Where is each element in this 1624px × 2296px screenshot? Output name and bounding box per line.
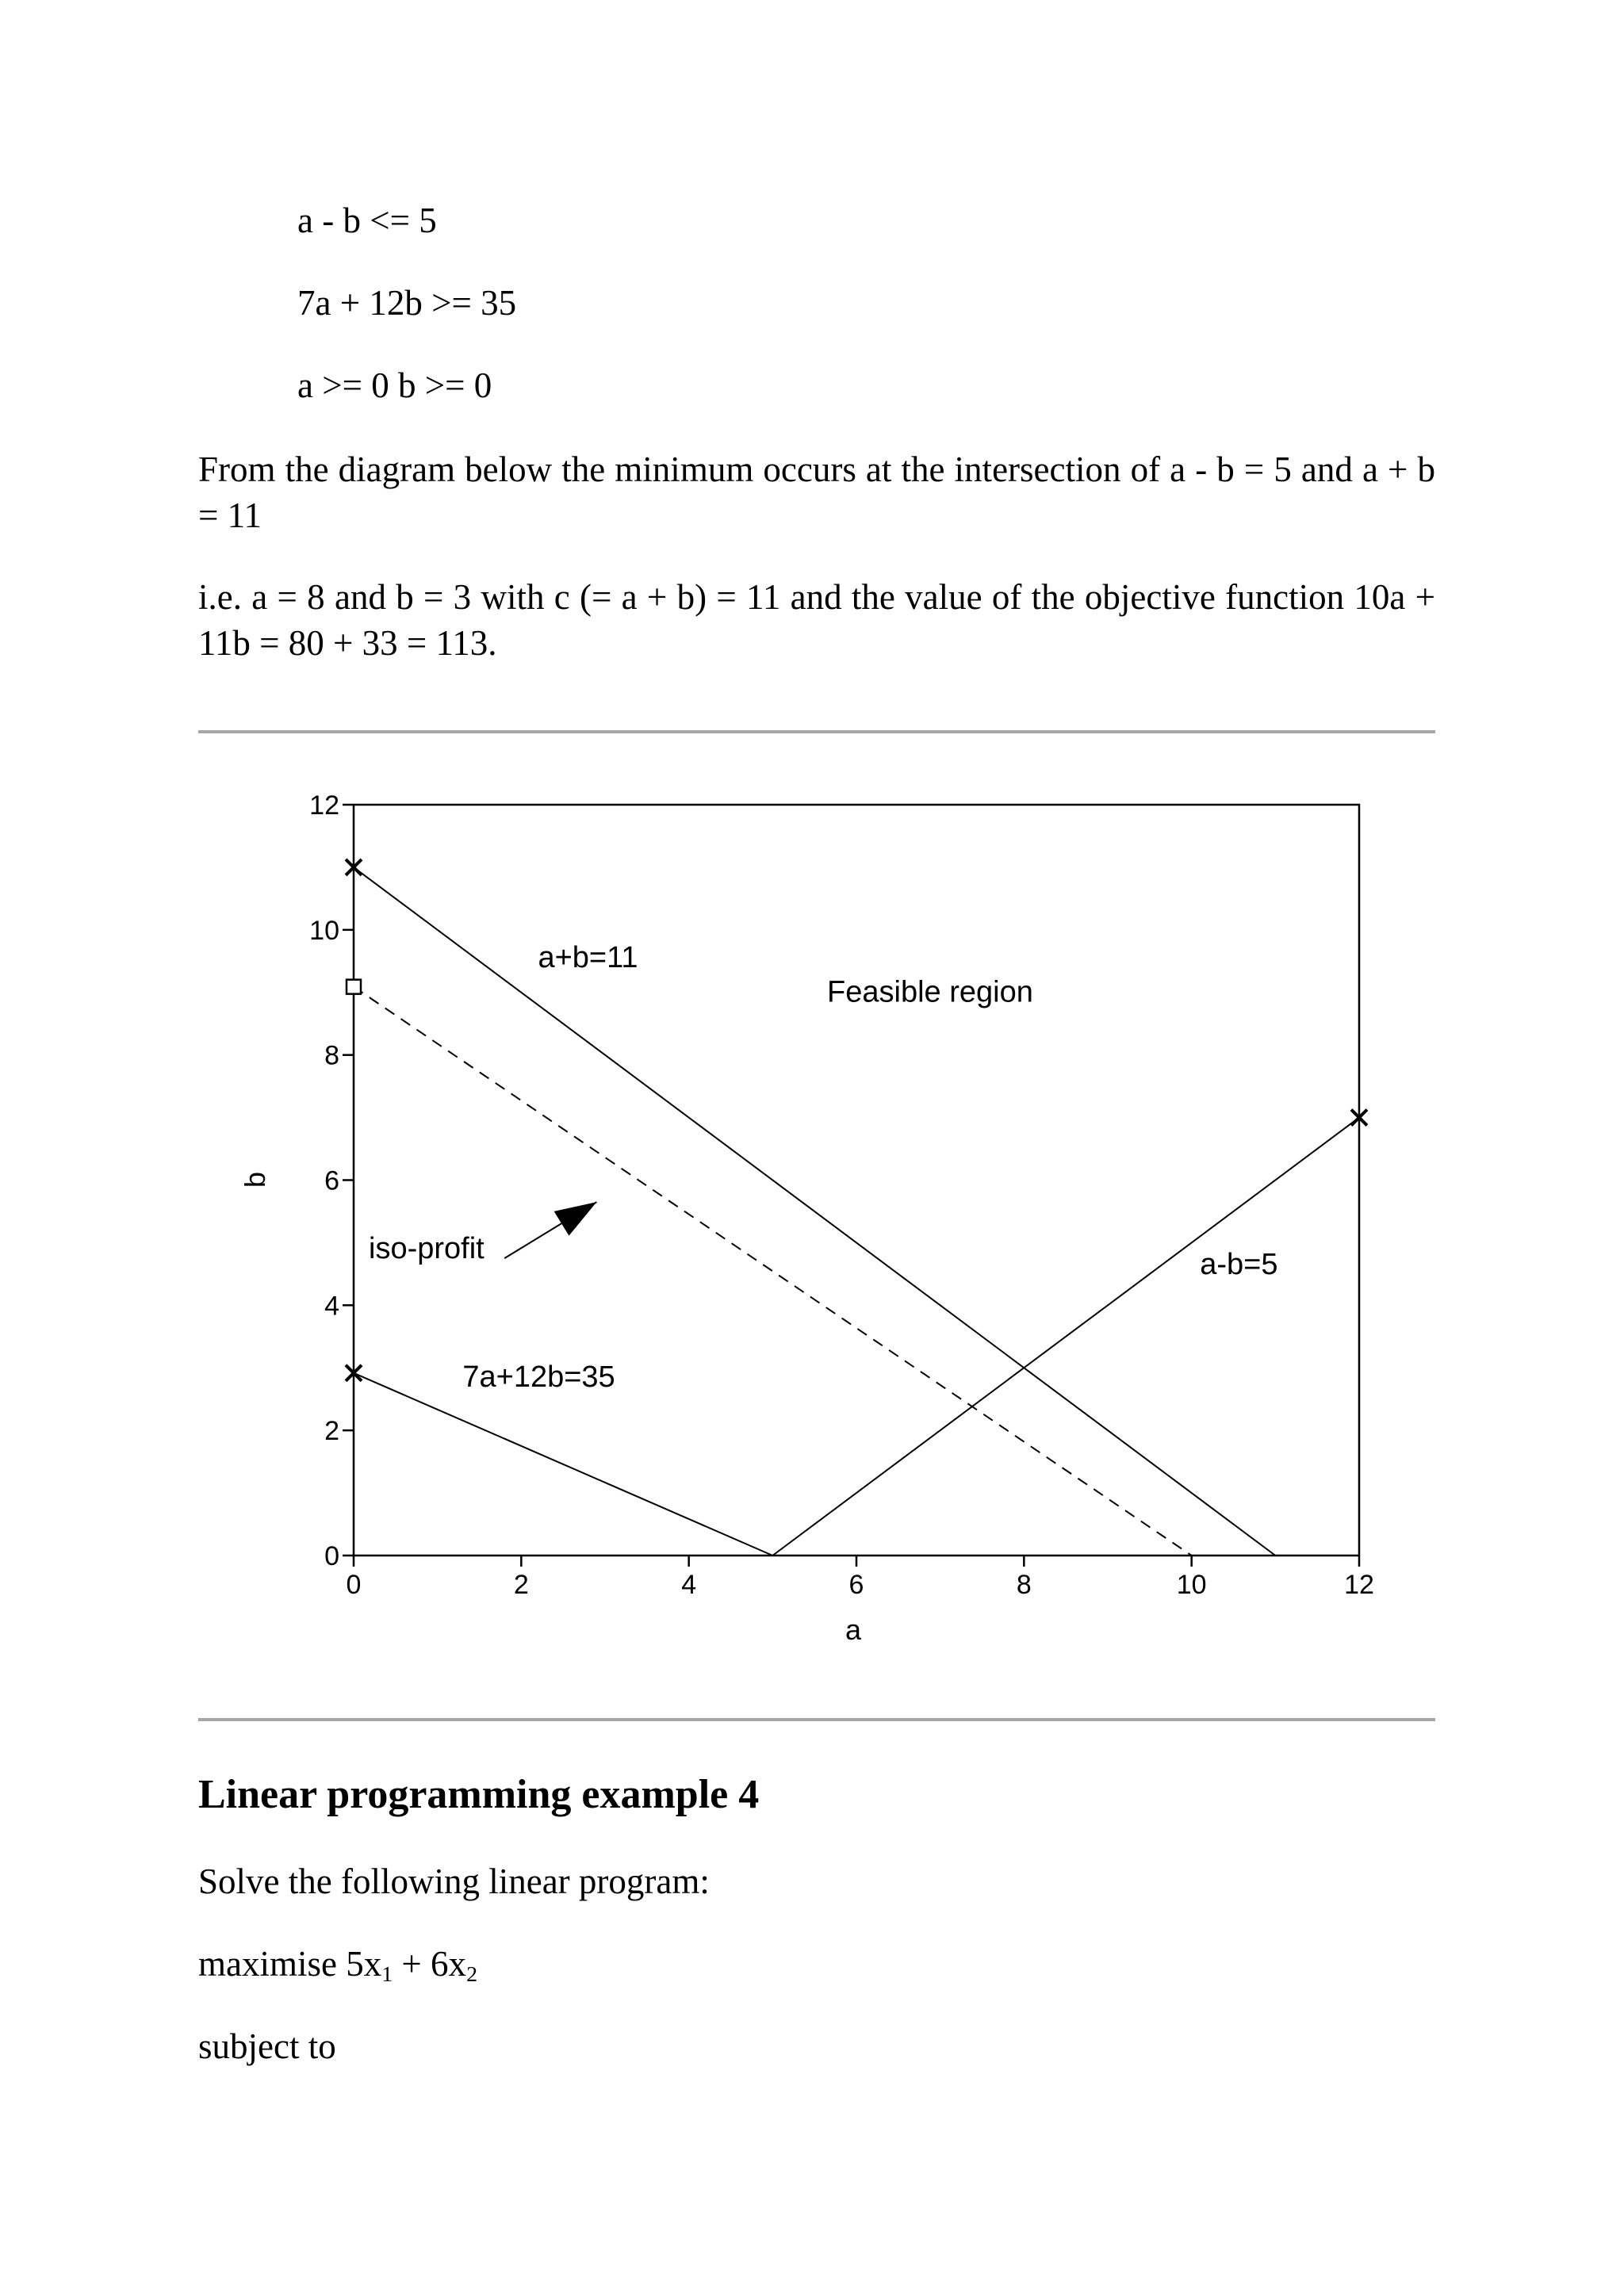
section-heading: Linear programming example 4: [198, 1772, 760, 1817]
y-tick-label-0: 0: [324, 1541, 339, 1571]
x-tick-label-8: 8: [1016, 1570, 1032, 1600]
y-axis-ticks: [309, 790, 354, 1571]
chart-annotations: [369, 941, 1277, 1394]
plot-frame: [354, 805, 1359, 1556]
x-tick-label-6: 6: [848, 1570, 864, 1600]
annotation-2: iso-profit: [369, 1232, 485, 1266]
square-marker-3: [347, 980, 361, 994]
arrowhead: [554, 1202, 597, 1235]
x-axis-ticks: [347, 1556, 1374, 1600]
series-line-3: [354, 987, 1192, 1556]
chart-series: [354, 867, 1359, 1556]
annotation-1: Feasible region: [827, 975, 1033, 1009]
x-axis-label: a: [845, 1613, 862, 1646]
x-tick-label-2: 2: [513, 1570, 529, 1600]
series-line-0: [354, 867, 1278, 1556]
series-line-1: [772, 1118, 1359, 1556]
series-line-2: [354, 1373, 772, 1556]
y-tick-label-8: 8: [324, 1040, 339, 1071]
example-intro: Solve the following linear program:: [198, 1862, 710, 1901]
annotation-3: a-b=5: [1200, 1247, 1278, 1281]
y-tick-label-6: 6: [324, 1165, 339, 1196]
x-tick-label-0: 0: [346, 1570, 362, 1600]
divider-bottom: [198, 1718, 1435, 1721]
annotation-0: a+b=11: [538, 941, 638, 975]
x-tick-label-10: 10: [1176, 1570, 1207, 1600]
constraint-2: 7a + 12b >= 35: [297, 283, 517, 323]
objective-function: maximise $5x_1 + 6x_2$: [198, 1944, 478, 1987]
paragraph-minimum: From the diagram below the minimum occurs at the intersection of a - b = 5 and a + b = 11: [198, 450, 1435, 535]
paragraph-solution: i.e. a = 8 and b = 3 with c (= a + b) = 11 and the value of the objective function 10a + 11b = 80 + 33 = 113.: [198, 577, 1435, 663]
x-tick-label-4: 4: [681, 1570, 697, 1600]
y-tick-label-12: 12: [309, 790, 339, 821]
y-tick-label-4: 4: [324, 1291, 339, 1322]
constraint-3: a >= 0 b >= 0: [297, 365, 492, 405]
chart-markers: [346, 859, 1367, 1381]
annotation-4: 7a+12b=35: [462, 1360, 615, 1394]
y-tick-label-2: 2: [324, 1416, 339, 1447]
x-tick-label-12: 12: [1344, 1570, 1374, 1600]
constraint-1: a - b <= 5: [297, 201, 437, 240]
subject-to: subject to: [198, 2026, 336, 2066]
y-tick-label-10: 10: [309, 915, 339, 946]
y-axis-label: b: [239, 1171, 271, 1188]
